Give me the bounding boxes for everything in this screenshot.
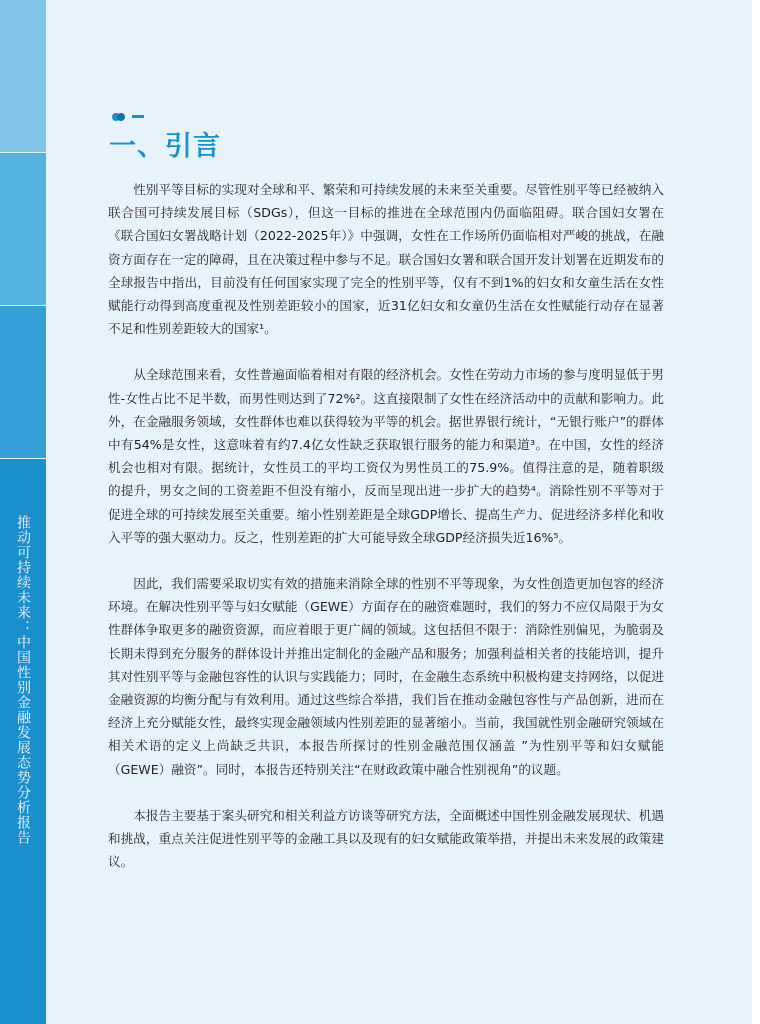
marker-dot <box>117 113 125 121</box>
sidebar-band-3 <box>0 306 46 458</box>
marker-bar <box>132 115 144 118</box>
section-marker-icon <box>112 112 152 122</box>
sidebar-report-title: 推动可持续未来：中国性别金融发展态势分析报告 <box>15 515 31 845</box>
paragraph-4: 本报告主要基于案头研究和相关利益方访谈等研究方法，全面概述中国性别金融发展现状、机遇和挑战，重点关注促进性别平等的金融工具以及现有的妇女赋能政策举措，并提出未来发展的政策建议。 <box>108 807 664 870</box>
section-heading: 一、引言 <box>109 131 221 162</box>
sidebar <box>0 0 46 1024</box>
sidebar-band-2 <box>0 153 46 305</box>
sidebar-band-1 <box>0 0 46 152</box>
paragraph-2: 从全球范围来看，女性普遍面临着相对有限的经济机会。女性在劳动力市场的参与度明显低于男性-女性占比不足半数，而男性则达到了72%²。这直接限制了女性在经济活动中的贡献和影响力。此外，在金融服务领域，女性群体也难以获得较为平等的机会。据世界银行统计，“无银行账户”的群体中有54%是女性，这意味着有约7.4亿女性缺乏获取银行服务的能力和渠道³。在中国，女性的经济机会也相对有限。据统计，女性员工的平均工资仅为男性员工的75.9%。值得注意的是，随着职级的提升，男女之间的工资差距不但没有缩小，反而呈现出进一步扩大的趋势⁴。消除性别不平等对于促进全球的可持续发展至关重要。缩小性别差距是全球GDP增长、提高生产力、促进经济多样化和收入平等的强大驱动力。反之，性别差距的扩大可能导致全球GDP经济损失近16%⁵。 <box>108 367 664 545</box>
paragraph-1: 性别平等目标的实现对全球和平、繁荣和可持续发展的未来至关重要。尽管性别平等已经被纳入联合国可持续发展目标（SDGs），但这一目标的推进在全球范围内仍面临阻碍。联合国妇女署在《联合国妇女署战略计划（2022-2025年）》中强调，女性在工作场所仍面临相对严峻的挑战，在融资方面存在一定的障碍，且在决策过程中参与不足。联合国妇女署和联合国开发计划署在近期发布的全球报告中指出，目前没有任何国家实现了完全的性别平等，仅有不到1%的妇女和女童生活在女性赋能行动得到高度重视及性别差距较小的国家，近31亿妇女和女童仍生活在女性赋能行动存在显著不足和性别差距较大的国家¹。 <box>108 182 664 337</box>
paragraph-3: 因此，我们需要采取切实有效的措施来消除全球的性别不平等现象，为女性创造更加包容的经济环境。在解决性别平等与妇女赋能（GEWE）方面存在的融资难题时，我们的努力不应仅局限于为女性群体争取更多的融资资源，而应着眼于更广阔的领域。这包括但不限于：消除性别偏见，为脆弱及长期未得到充分服务的群体设计并推出定制化的金融产品和服务；加强利益相关者的技能培训，提升其对性别平等与金融包容性的认识与实践能力；同时，在金融生态系统中积极构建支持网络，以促进金融资源的均衡分配与有效利用。通过这些综合举措，我们旨在推动金融包容性与产品创新，进而在经济上充分赋能女性，最终实现金融领域内性别差距的显著缩小。当前，我国就性别金融研究领域在相关术语的定义上尚缺乏共识，本报告所探讨的性别金融范围仅涵盖 ”为性别平等和妇女赋能（GEWE）融资”。同时，本报告还特别关注“在财政政策中融合性别视角”的议题。 <box>108 576 664 777</box>
body-text <box>108 178 664 896</box>
